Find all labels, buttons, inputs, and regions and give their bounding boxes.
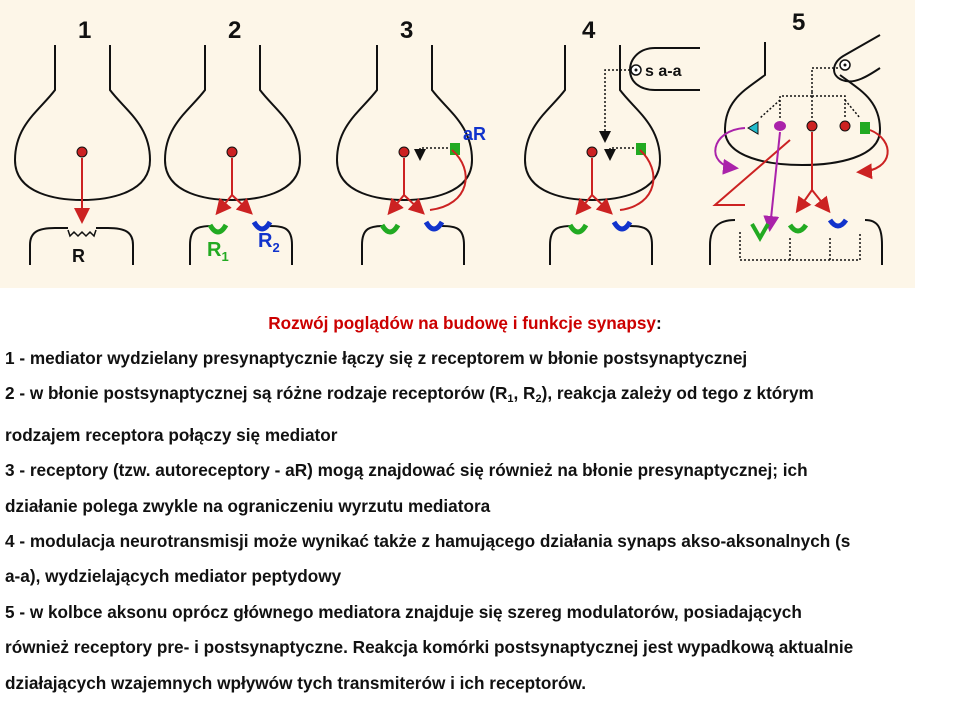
- caption-line-10: działających wzajemnych wpływów tych transmiterów i ich receptorów.: [5, 672, 587, 693]
- caption-title: Rozwój poglądów na budowę i funkcje synapsy:: [268, 313, 662, 333]
- caption-line-2: 2 - w błonie postsynaptycznej są różne rodzaje receptorów ($R_1$, $R_2$), reakcja zależy od tego z którym: [5, 383, 814, 406]
- caption-block: [5, 305, 955, 701]
- caption-line-4: 3 - receptory (tzw. autoreceptory - aR) mogą znajdować się również na błonie presynaptycznej; ich: [5, 460, 808, 481]
- caption-line-8: 5 - w kolbce aksonu oprócz głównego mediatora znajduje się szereg modulatorów, posiadających: [5, 601, 802, 622]
- receptor-label-r: R: [72, 246, 85, 266]
- panel-number-1: 1: [78, 17, 92, 44]
- modulator-magenta-5: [774, 121, 786, 131]
- caption-line-6: 4 - modulacja neurotransmisji może wynikać także z hamującego działania synaps akso-aksonalnych (s: [5, 531, 851, 552]
- caption-line-3: rodzajem receptora połączy się mediator: [5, 424, 338, 445]
- vesicle-2: [227, 147, 237, 157]
- synapse-diagram-figure: [0, 0, 959, 290]
- caption-line-1: 1 - mediator wydzielany presynaptycznie łączy się z receptorem w błonie postsynaptycznej: [5, 348, 748, 368]
- panel-number-5: 5: [792, 9, 806, 36]
- vesicle-4: [587, 147, 597, 157]
- receptor-label-r2: $R_2$: [258, 230, 280, 255]
- autoreceptor-5: [860, 122, 870, 134]
- autoreceptor-label-ar: aR: [463, 124, 487, 144]
- panel-number-2: 2: [228, 17, 242, 44]
- panel-number-3: 3: [400, 17, 414, 44]
- vesicle-5b: [840, 121, 850, 131]
- vesicle-3: [399, 147, 409, 157]
- vesicle-5a: [807, 121, 817, 131]
- vesicle-1: [77, 147, 87, 157]
- caption-line-7: a-a), wydzielających mediator peptydowy: [5, 566, 342, 587]
- caption-line-9: również receptory pre- i postsynaptyczne. Reakcja komórki postsynaptycznej jest wypadkową aktualnie: [5, 637, 854, 658]
- panel-number-4: 4: [582, 17, 596, 44]
- axo-axonal-label-saa: s a-a: [645, 63, 682, 80]
- receptor-label-r1: $R_1$: [207, 239, 229, 264]
- caption-line-5: działanie polega zwykle na ograniczeniu wyrzutu mediatora: [5, 495, 491, 516]
